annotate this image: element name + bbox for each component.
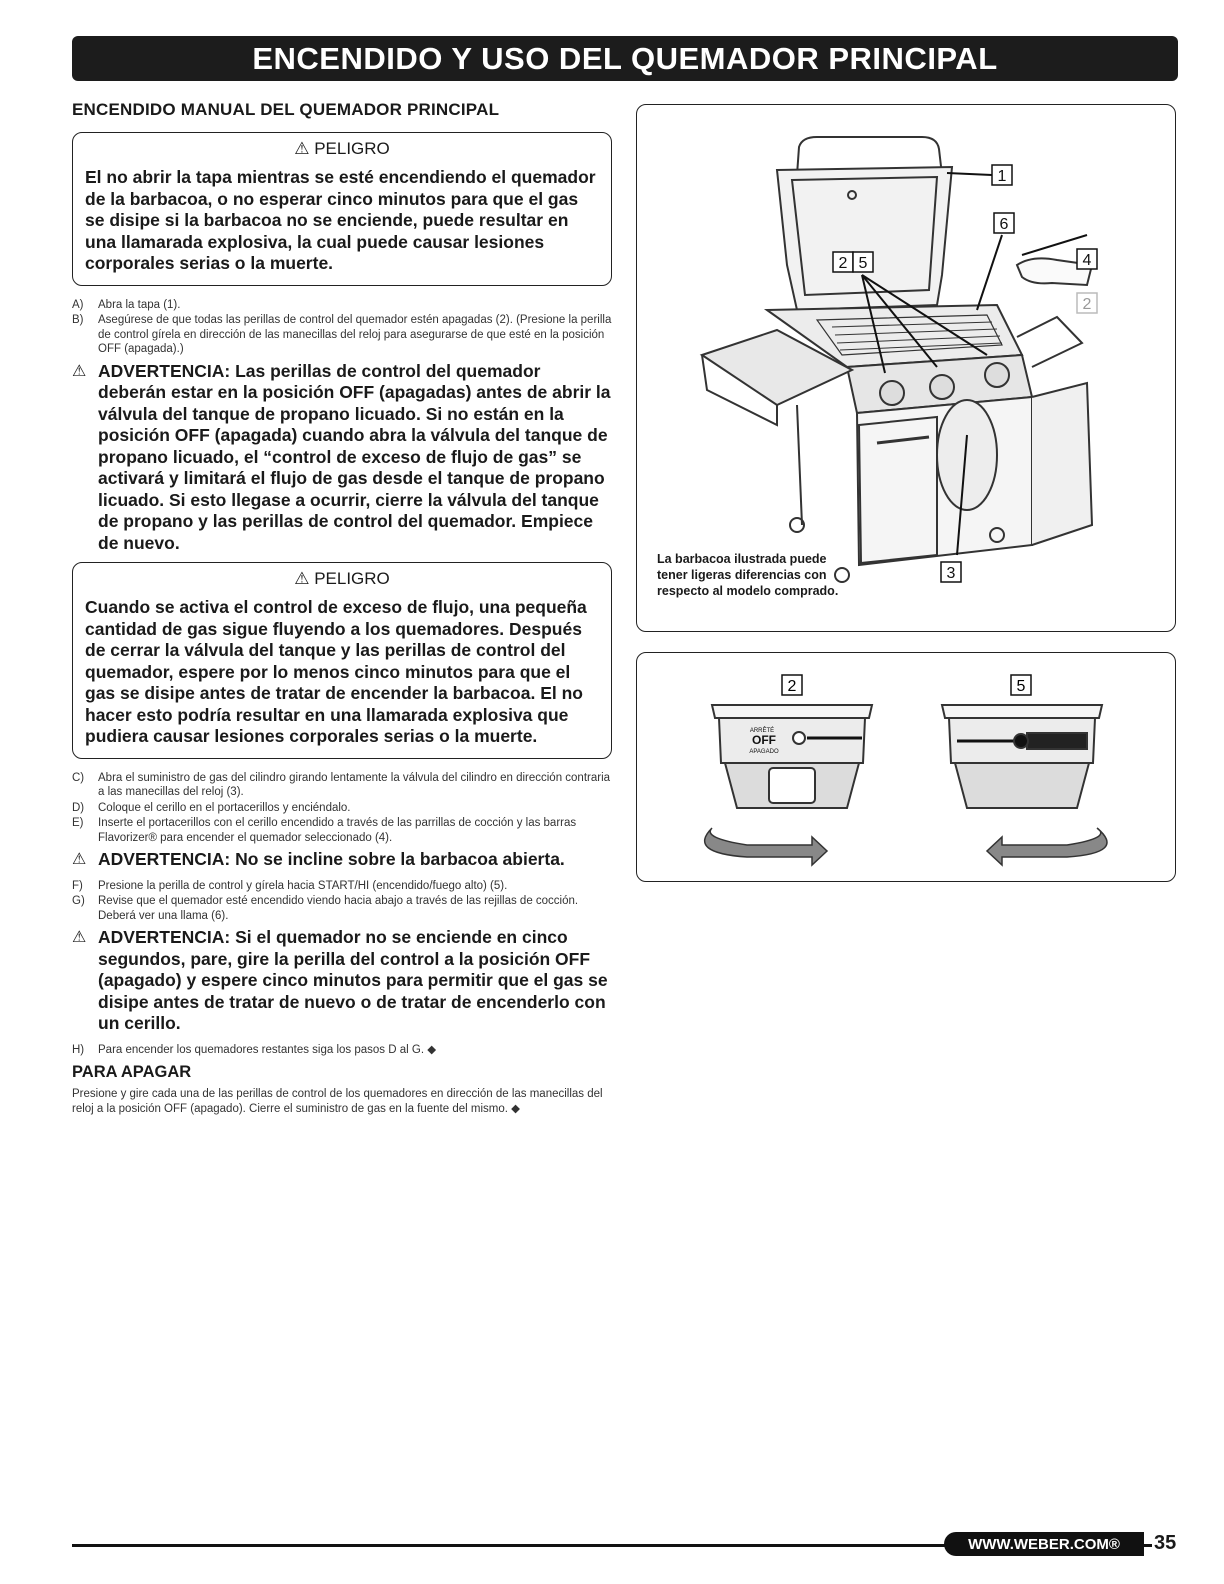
callout-1: 1 [997, 168, 1007, 185]
apagar-text: Presione y gire cada una de las perillas de control de los quemadores en dirección de las manecillas del reloj a la posición OFF (apagado). Cierre el suministro de gas en la fuente del mismo. ◆ [72, 1088, 603, 1115]
counterclockwise-arrow-icon [987, 828, 1107, 865]
section-title: ENCENDIDO MANUAL DEL QUEMADOR PRINCIPAL [72, 100, 500, 119]
danger-box-1 [72, 132, 612, 286]
step-c: C) Abra el suministro de gas del cilindro girando lentamente la válvula del cilindro en dirección contraria a las manecillas del reloj (3). [72, 771, 611, 798]
danger-box-2 [72, 562, 612, 759]
warning-triangle-icon: ⚠ [72, 362, 87, 380]
knob-text-off: OFF [752, 733, 776, 747]
knob-label-right: 5 [1016, 678, 1026, 695]
callout-4: 4 [1082, 252, 1092, 269]
callout-3: 3 [946, 565, 956, 582]
page-title: ENCENDIDO Y USO DEL QUEMADOR PRINCIPAL [252, 40, 998, 76]
page-header-banner [72, 36, 1178, 81]
grill-figure [636, 104, 1176, 632]
danger-text-2: Cuando se activa el control de exceso de flujo, una pequeña cantidad de gas sigue fluyendo a los quemadores. Después de cerrar la válvula del tanque y las perillas de control del quemador, espere por lo menos cinco minutos para que el gas se disipe antes de tratar de encender la barbacoa. El no hacer esto podría resultar en una llamarada explosiva que pudiera causar lesiones corporales serias o la muerte. [85, 597, 587, 746]
knob-text-top: ARRÊTÉ [749, 728, 775, 734]
step-g: G) Revise que el quemador esté encendido viendo hacia abajo a través de las rejillas de cocción. Deberá ver una llama (6). [72, 895, 579, 922]
clockwise-arrow-icon [705, 828, 827, 865]
callout-6: 6 [999, 216, 1009, 233]
step-d: D) Coloque el cerillo en el portacerillos y enciéndalo. [72, 801, 351, 814]
warning-triangle-icon: ⚠ [294, 569, 310, 588]
callout-2-faded: 2 [1082, 296, 1092, 313]
knob-illustration [637, 653, 1175, 881]
step-b: B) Asegúrese de que todas las perillas de control del quemador estén apagadas (2). (Presione la perilla de control gírela en dirección de las manecillas del reloj para asegurarse de que esté en la posición OFF (apagada).) [72, 314, 612, 355]
callout-5: 5 [858, 255, 868, 272]
warning-triangle-icon: ⚠ [294, 139, 310, 158]
danger-title-2: ⚠ PELIGRO [294, 569, 390, 588]
warning-1: ⚠ ADVERTENCIA: Las perillas de control del quemador deberán estar en la posición OFF (apagadas) antes de abrir la válvula del tanque de propano licuado. Si no están en la posición OFF (apagada) cuando abra la válvula del tanque de propano licuado, el “control de exceso de flujo de gas” se activará y limitará el flujo de gas desde el tanque de propano licuado. Si esto llegase a ocurrir, cierre la válvula del tanque de propano y las perillas de control del quemador. Empiece de nuevo. [72, 360, 611, 553]
step-a: A) Abra la tapa (1). [72, 298, 181, 311]
warning-triangle-icon: ⚠ [72, 851, 87, 868]
steps-list-1 [72, 298, 612, 357]
steps-list-4 [72, 1043, 612, 1058]
step-h: H) Para encender los quemadores restantes siga los pasos D al G. ◆ [72, 1043, 437, 1056]
steps-list-2 [72, 771, 612, 846]
page-number: 35 [1154, 1532, 1177, 1554]
apagar-title: PARA APAGAR [72, 1063, 192, 1081]
danger-text-1: El no abrir la tapa mientras se esté encendiendo el quemador de la barbacoa, o no esperar cinco minutos para que el gas se disipe si la barbacoa no se enciende, puede resultar en una llamarada explosiva, la cual puede causar lesiones corporales serias o la muerte. [85, 167, 596, 273]
warning-3: ⚠ ADVERTENCIA: Si el quemador no se enciende en cinco segundos, pare, gire la perilla del control a la posición OFF (apagado) y espere cinco minutos para permitir que el gas se disipe antes de tratar de nuevo o de tratar de encenderlo con un cerillo. [72, 927, 608, 1033]
knob-text-bottom: APAGADO [749, 749, 779, 755]
footer-url: WWW.WEBER.COM® [944, 1532, 1144, 1556]
warning-2: ⚠ ADVERTENCIA: No se incline sobre la barbacoa abierta. [72, 849, 565, 869]
steps-list-3 [72, 879, 612, 924]
danger-title-1: ⚠ PELIGRO [294, 139, 390, 158]
knob-figure [636, 652, 1176, 882]
figure-caption: La barbacoa ilustrada puede tener ligeras diferencias con respecto al modelo comprado. [657, 552, 839, 598]
callout-2: 2 [838, 255, 848, 272]
step-f: F) Presione la perilla de control y gírela hacia START/HI (encendido/fuego alto) (5). [72, 879, 508, 892]
knob-label-left: 2 [787, 678, 797, 695]
instructions-column [72, 96, 612, 1117]
warning-triangle-icon: ⚠ [72, 929, 87, 946]
step-e: E) Inserte el portacerillos con el cerillo encendido a través de las parrillas de cocción y las barras Flavorizer® para encender el quemador seleccionado (4). [72, 817, 577, 844]
